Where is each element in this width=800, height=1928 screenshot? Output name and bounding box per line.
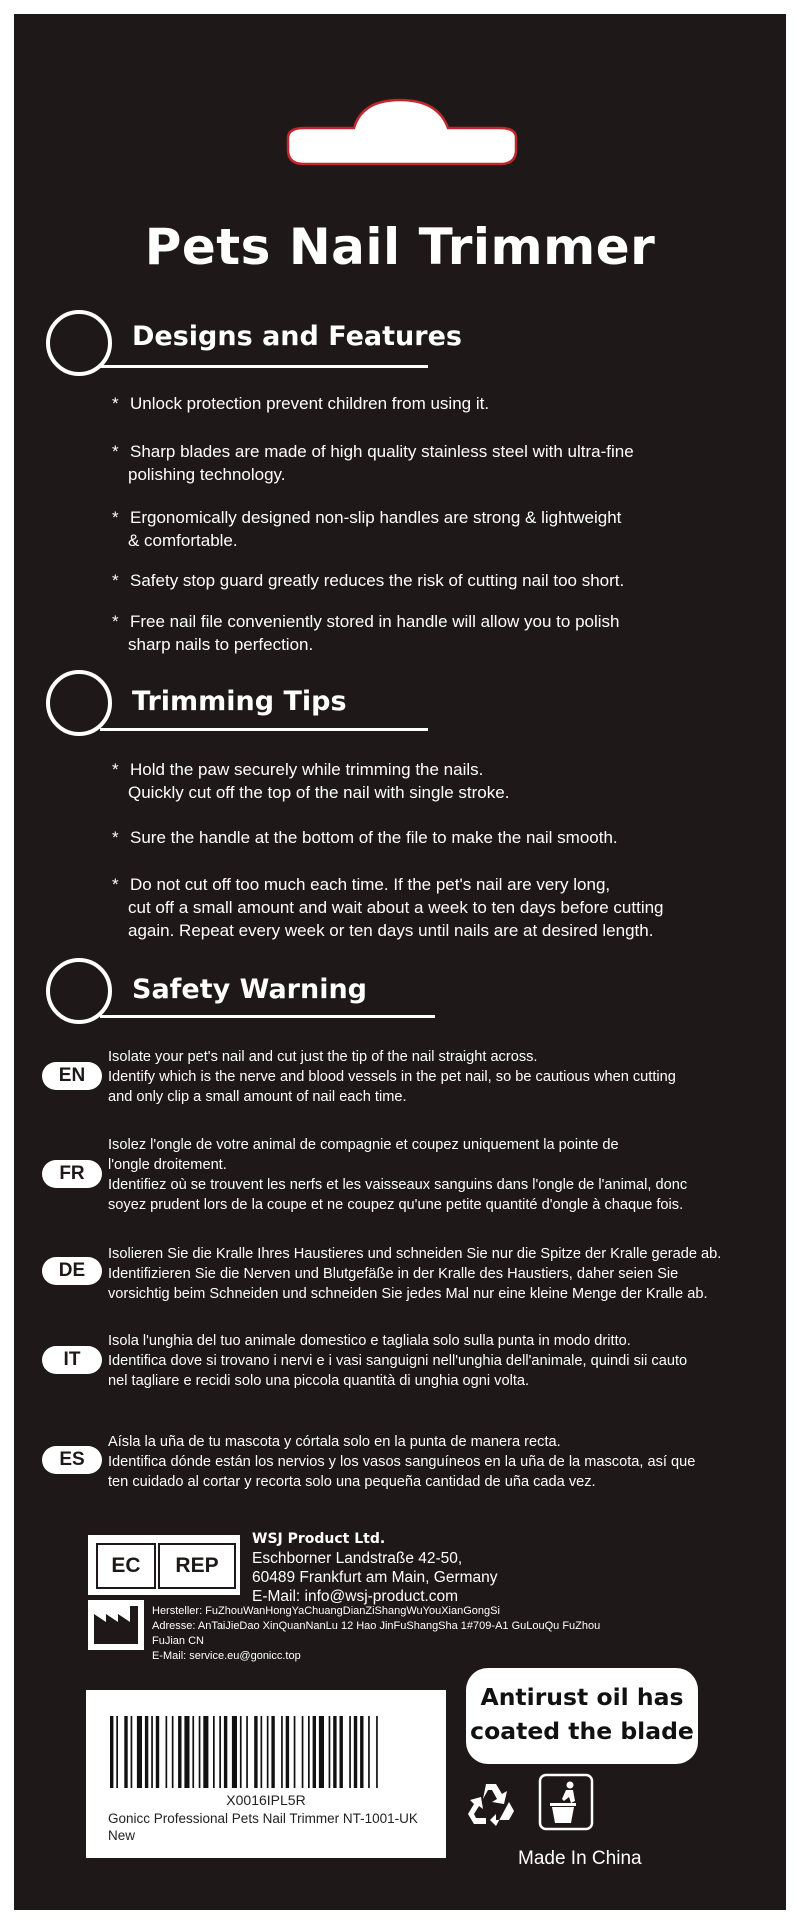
feature-item: * Free nail file conveniently stored in handle will allow you to polish sharp nails to perfection. [112, 612, 620, 654]
section-underline [100, 365, 428, 368]
no-litter-bin-icon [538, 1773, 594, 1831]
section-underline [100, 1015, 435, 1018]
eu-representative: WSJ Product Ltd. Eschborner Landstraße 42-50, 60489 Frankfurt am Main, Germany E-Mail: info@wsj-product.com [252, 1531, 498, 1605]
feature-item: * Ergonomically designed non-slip handles are strong & lightweight & comfortable. [112, 508, 622, 550]
section-heading-warning: Safety Warning [132, 974, 368, 1005]
tip-item: * Do not cut off too much each time. If the pet's nail are very long, cut off a small amount and wait about a week to ten days before cutting again. Repeat every week or ten days until nails are at desired length. [112, 875, 664, 940]
tip-item: * Hold the paw securely while trimming the nails. Quickly cut off the top of the nail with single stroke. [112, 760, 510, 802]
manufacturer-info: Hersteller: FuZhouWanHongYaChuangDianZiShangWuYouXianGongSi Adresse: AnTaiJieDao XinQuanNanLu 12 Hao JinFuShangSha 1#709-A1 GuLouQu FuZhou FuJian CN E-Mail: service.eu@gonicc.top [152, 1605, 601, 1662]
language-badge-en: EN [42, 1062, 102, 1090]
barcode-label [86, 1690, 446, 1858]
barcode-id: X0016IPL5R [226, 1792, 306, 1808]
barcode-icon [110, 1716, 424, 1788]
ec-label: EC [96, 1543, 156, 1589]
language-badge-de: DE [42, 1257, 102, 1285]
ec-rep-symbol [88, 1535, 240, 1595]
section-heading-features: Designs and Features [132, 321, 462, 352]
hang-hole-icon [282, 98, 522, 168]
warning-text-es: Aísla la uña de tu mascota y córtala solo en la punta de manera recta. Identifica dónde están los nervios y los vasos sanguíneos en la uña de la mascota, así que ten cuidado al cortar y recorta solo una pequeña cantidad de uña cada vez. [108, 1434, 696, 1490]
warning-text-fr: Isolez l'ongle de votre animal de compagnie et coupez uniquement la pointe de l'ongle droitement. Identifiez où se trouvent les nerfs et les vaisseaux sanguins dans l'ongle de l'animal, donc soyez prudent lors de la coupe et ne coupez qu'une petite quantité d'ongle à chaque fois. [108, 1137, 688, 1213]
rep-label: REP [158, 1543, 236, 1589]
warning-text-de: Isolieren Sie die Kralle Ihres Haustieres und schneiden Sie nur die Spitze der Kralle gerade ab. Identifizieren Sie die Nerven und Blutgefäße in der Kralle des Haustiers, daher seien Sie vorsichtig beim Schneiden und schneiden Sie jedes Mal nur eine kleine Menge der Kralle ab. [108, 1246, 722, 1302]
warning-text-it: Isola l'unghia del tuo animale domestico e tagliala solo sulla punta in modo dritto. Identifica dove si trovano i nervi e i vasi sanguigni nell'unghia dell'animale, quindi sii cauto nel tagliare e recidi solo una piccola quantità di unghia ogni volta. [108, 1333, 688, 1389]
antirust-badge: Antirust oil has coated the blade [466, 1668, 698, 1764]
barcode-description: Gonicc Professional Pets Nail Trimmer NT-1001-UK New [108, 1811, 418, 1843]
product-title: Pets Nail Trimmer [144, 218, 656, 276]
feature-item: * Sharp blades are made of high quality stainless steel with ultra-fine polishing technology. [112, 442, 634, 484]
section-underline [100, 728, 428, 731]
language-badge-it: IT [42, 1346, 102, 1374]
feature-item: * Safety stop guard greatly reduces the risk of cutting nail too short. [112, 571, 625, 590]
manufacturer-factory-icon [88, 1600, 144, 1650]
tip-item: * Sure the handle at the bottom of the file to make the nail smooth. [112, 828, 618, 847]
language-badge-es: ES [42, 1446, 102, 1474]
feature-item: * Unlock protection prevent children from using it. [112, 394, 490, 413]
made-in-label: Made In China [518, 1848, 642, 1869]
language-badge-fr: FR [42, 1160, 102, 1188]
warning-text-en: Isolate your pet's nail and cut just the tip of the nail straight across. Identify which is the nerve and blood vessels in the pet nail, so be cautious when cutting and only clip a small amount of nail each time. [108, 1049, 676, 1105]
recycle-icon [466, 1780, 516, 1828]
section-heading-tips: Trimming Tips [132, 686, 347, 717]
